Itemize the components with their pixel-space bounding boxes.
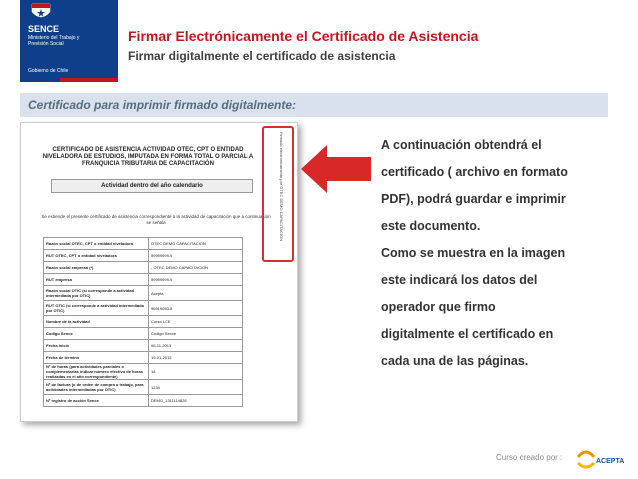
table-row — [44, 352, 243, 364]
description-line: este indicará los datos del — [381, 273, 538, 287]
table-row — [44, 250, 243, 262]
table-cell-value: 1234 — [149, 380, 243, 395]
table-cell-key: Nombre de la actividad — [44, 316, 149, 328]
description-line: PDF), podrá guardar e imprimir — [381, 192, 566, 206]
table-cell-value: DEMO_1311114826 — [149, 395, 243, 407]
table-cell-key: RUT OTEC, CPT o entidad niveladora — [44, 250, 149, 262]
description-line: certificado ( archivo en formato — [381, 165, 568, 179]
logo-government: Gobierno de Chile — [28, 68, 69, 74]
table-cell-value: Código Sence — [149, 328, 243, 340]
table-row — [44, 238, 243, 250]
section-band: Certificado para imprimir firmado digitalmente: — [20, 93, 608, 117]
table-cell-key: RUT empresa — [44, 274, 149, 286]
table-cell-key: RUT OTIC (si corresponde a actividad intermediada por OTIC) — [44, 301, 149, 316]
table-cell-value: 06-11-2013 — [149, 340, 243, 352]
description-line: cada una de las páginas. — [381, 354, 529, 368]
table-row — [44, 301, 243, 316]
table-cell-value: 19-01-2015 — [149, 352, 243, 364]
table-row — [44, 328, 243, 340]
table-row — [44, 395, 243, 407]
table-cell-key: Nº de horas (para actividades parciales o complementarias indicar número efectivo de horas realizadas en el año correspondiente) — [44, 364, 149, 380]
table-row — [44, 364, 243, 380]
table-row — [44, 380, 243, 395]
signature-strip-text: Firmado electrónicamente por OTEC DEMO CAPACITACION — [279, 132, 284, 241]
table-cell-value: Acepta — [149, 286, 243, 301]
certificate-table — [43, 237, 243, 407]
certificate-body-text: Se extiende el presente certificado de asistencia correspondiente a la actividad de capacitación que a continuación se señala — [41, 214, 271, 225]
certificate-box-title: Actividad dentro del año calendario — [51, 179, 253, 193]
table-cell-key: Nº de factura (o de orden de compra o trabajo, para actividades intermediadas por OTIC) — [44, 380, 149, 395]
table-cell-value: 96919050-8 — [149, 301, 243, 316]
description-line: operador que firmo — [381, 300, 496, 314]
description-line: este documento. — [381, 219, 481, 233]
description-line: A continuación obtendrá el — [381, 138, 542, 152]
certificate-heading: CERTIFICADO DE ASISTENCIA ACTIVIDAD OTEC, CPT O ENTIDAD NIVELADORA DE ESTUDIOS, IMPUTADA EN FORMA TOTAL O PARCIAL A FRANQUICIA TRIBUTARIA DE CAPACITACIÓN — [42, 147, 254, 167]
table-row — [44, 286, 243, 301]
footer-brand: ACEPTA — [596, 458, 625, 465]
table-cell-value: 99999999-9 — [149, 250, 243, 262]
table-cell-key: Código Sence — [44, 328, 149, 340]
description-text — [381, 132, 603, 375]
description-line: digitalmente el certificado en — [381, 327, 554, 341]
certificate-preview — [20, 122, 298, 422]
logo-name: SENCE — [28, 24, 60, 34]
table-cell-value: Curso LCE — [149, 316, 243, 328]
page-subtitle: Firmar digitalmente el certificado de asistencia — [128, 49, 396, 63]
table-cell-key: Razón social empresa (*) — [44, 262, 149, 274]
logo-flag-strip — [20, 78, 118, 82]
table-cell-key: Razón social OTIC (si corresponde a actividad intermediada por OTIC) — [44, 286, 149, 301]
table-cell-key: Nº registro de acción Sence — [44, 395, 149, 407]
table-cell-value: - OTEC DEMO CAPACITACION — [149, 262, 243, 274]
table-row — [44, 316, 243, 328]
table-cell-value: 99999999-9 — [149, 274, 243, 286]
signature-highlight — [262, 126, 294, 262]
table-cell-key: Razón social OTEC, CPT o entidad niveladora — [44, 238, 149, 250]
table-row — [44, 340, 243, 352]
footer-created-by: Curso creado por : — [496, 453, 563, 462]
sence-logo — [20, 0, 118, 78]
table-cell-value: OTEC DEMO CAPACITACION — [149, 238, 243, 250]
table-row — [44, 274, 243, 286]
table-cell-key: Fecha de término — [44, 352, 149, 364]
table-row — [44, 262, 243, 274]
logo-ministry: Ministerio del Trabajo y Previsión Social — [28, 35, 80, 47]
coat-of-arms-icon — [30, 2, 52, 22]
left-arrow-icon — [301, 145, 371, 193]
table-cell-key: Fecha inicio — [44, 340, 149, 352]
description-line: Como se muestra en la imagen — [381, 246, 566, 260]
table-cell-value: 18 — [149, 364, 243, 380]
page-title: Firmar Electrónicamente el Certificado de Asistencia — [128, 28, 479, 44]
